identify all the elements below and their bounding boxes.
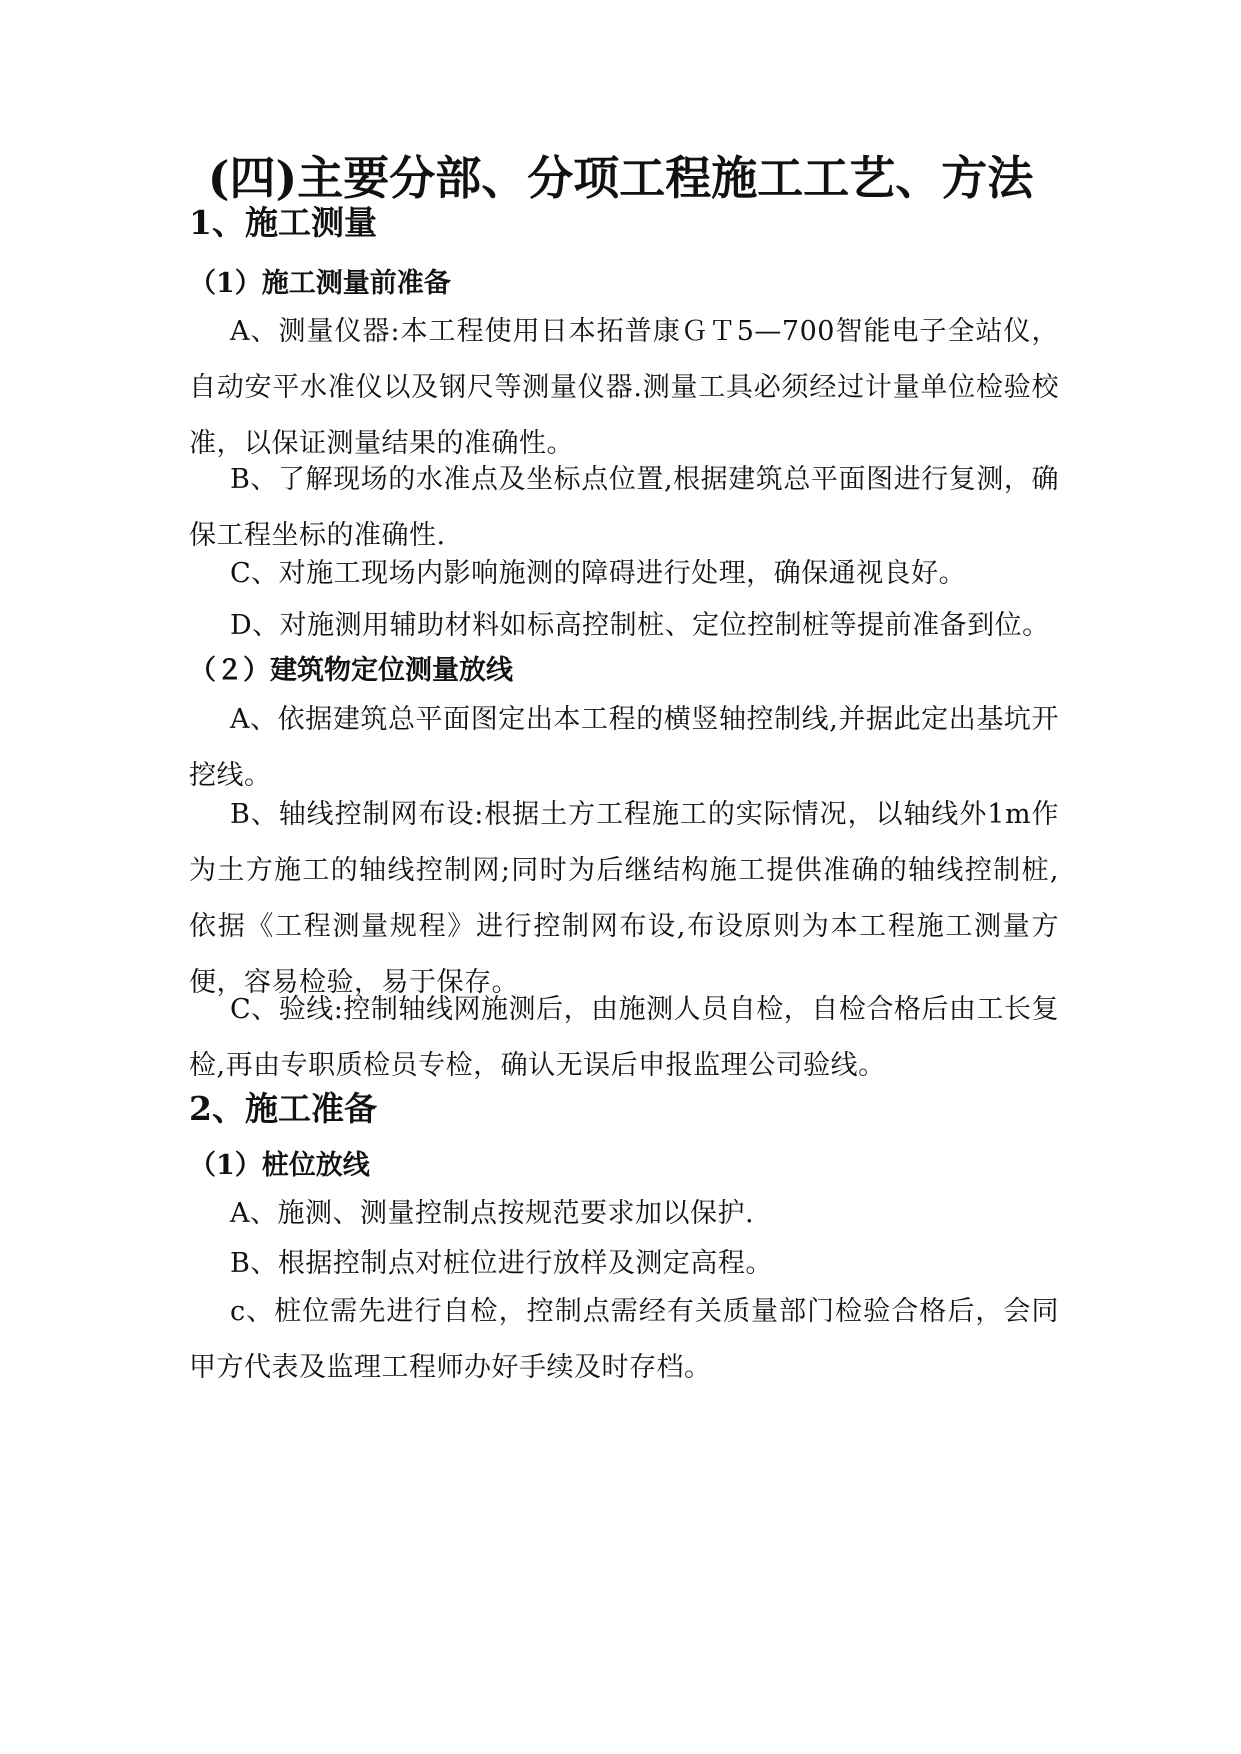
paragraph-axis-control-line: A、依据建筑总平面图定出本工程的横竖轴控制线,并据此定出基坑开挖线。 bbox=[189, 704, 1059, 791]
paragraph-line-verification: C、验线:控制轴线网施测后，由施测人员自检，自检合格后由工长复检,再由专职质检员专检，确认无误后申报监理公司验线。 bbox=[189, 994, 1059, 1081]
subsection-heading-pile-layout: （1）桩位放线 bbox=[189, 1150, 370, 1181]
paragraph-clear-obstacles: C、对施工现场内影响施测的障碍进行处理，确保通视良好。 bbox=[230, 558, 967, 589]
paragraph-instruments: A、测量仪器:本工程使用日本拓普康ＧＴ5—700智能电子全站仪，自动安平水准仪以及钢尺等测量仪器.测量工具必须经过计量单位检验校准，以保证测量结果的准确性。 bbox=[189, 316, 1059, 459]
paragraph-auxiliary-materials: D、对施测用辅助材料如标高控制桩、定位控制桩等提前准备到位。 bbox=[230, 610, 1050, 641]
paragraph-pile-staking: B、根据控制点对桩位进行放样及测定高程。 bbox=[230, 1248, 773, 1279]
section-heading-survey: 1、施工测量 bbox=[189, 203, 377, 242]
paragraph-axis-control-network: B、轴线控制网布设:根据土方工程施工的实际情况，以轴线外1m作为土方施工的轴线控制网;同时为后继结构施工提供准确的轴线控制桩,依据《工程测量规程》进行控制网布设,布设原则为本工程施工测量方便，容易检验，易于保存。 bbox=[189, 799, 1059, 998]
paragraph-self-check-filing: c、桩位需先进行自检，控制点需经有关质量部门检验合格后，会同甲方代表及监理工程师办好手续及时存档。 bbox=[189, 1296, 1059, 1383]
paragraph-protect-control-points: A、施测、测量控制点按规范要求加以保护. bbox=[230, 1198, 755, 1229]
section-heading-preparation: 2、施工准备 bbox=[189, 1089, 377, 1128]
subsection-heading-survey-prep: （1）施工测量前准备 bbox=[189, 268, 451, 299]
subsection-heading-building-layout: （２）建筑物定位测量放线 bbox=[189, 655, 513, 686]
paragraph-benchmark-check: B、了解现场的水准点及坐标点位置,根据建筑总平面图进行复测，确保工程坐标的准确性. bbox=[189, 464, 1059, 551]
page-title: (四)主要分部、分项工程施工工艺、方法 bbox=[207, 151, 1034, 205]
